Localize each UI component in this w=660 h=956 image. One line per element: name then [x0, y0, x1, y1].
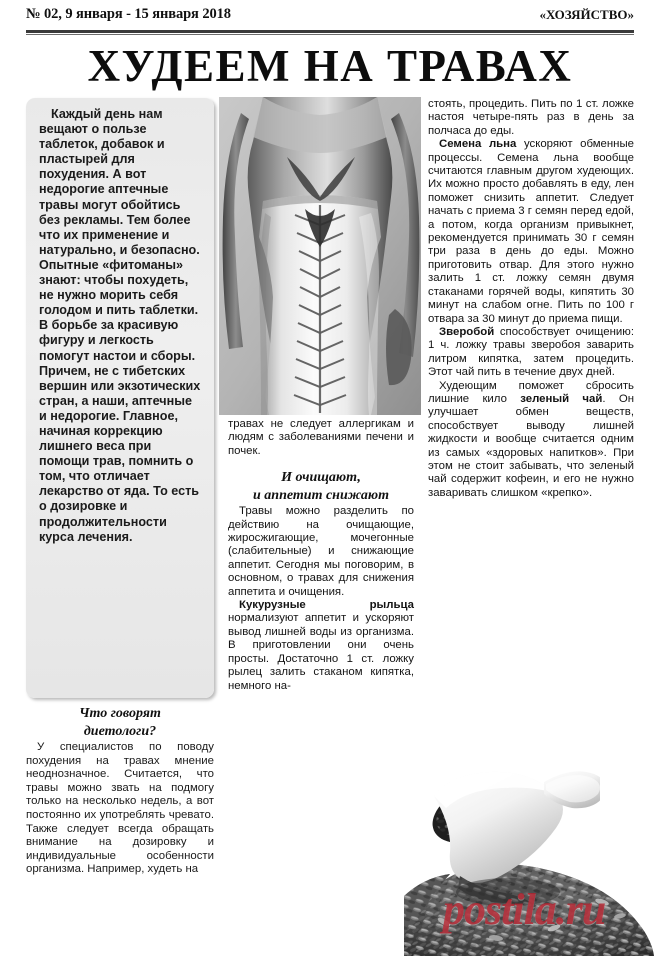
lead-callout-text: Каждый день нам вещают о пользе таблеток, добавок и пластырей для похудения. А вот недорогие аптечные травы могут обойтись без рекламы. Тем более что их применение и натурально, и безопасно. Опытные «фитоманы» знают: чтобы похудеть, не нужно морить себя голодом и пить таблетки. В борьбе за красивую фигуру и легкость помогут настои и сборы. Причем, не с тибетских вершин или экзотических стран, а наши, аптечные и недорогие. Главное, начиная коррекцию лишнего веса при помощи трав, помнить о том, что отличает лекарство от яда. То есть о дозировке и продолжительности курса лечения. [39, 107, 201, 544]
right-paragraph-1: стоять, процедить. Пить по 1 ст. ложке настоя четыре-пять раз в день за полчаса до еды. [428, 98, 634, 137]
right-paragraph-4-lead: зеленый чай [520, 392, 603, 405]
middle-paragraph-1: Травы можно разделить по действию на очищающие, жиросжигающие, мочегонные (слабительные) и снижающие аппетит. Сегодня мы поговорим, в основном, о травах для снижения аппетита и очищения. [228, 505, 414, 598]
middle-subhead-line-2: и аппетит снижают [253, 487, 389, 503]
lead-callout-box [26, 98, 214, 698]
flax-seeds-photo [404, 752, 660, 956]
masthead-rule-thin [26, 34, 634, 35]
issue-date-label: № 02, 9 января - 15 января 2018 [26, 6, 231, 22]
middle-column-text [228, 418, 414, 693]
middle-paragraph-2 [228, 599, 414, 693]
postila-watermark: postila.ru [443, 885, 606, 934]
right-paragraph-2-lead: Семена льна [439, 138, 517, 151]
right-column-text [428, 98, 634, 500]
corset-photo [219, 97, 421, 415]
right-paragraph-4 [428, 380, 634, 501]
left-subhead-line-1: Что говорят [79, 706, 161, 721]
right-paragraph-2 [428, 138, 634, 326]
right-paragraph-2-body: ускоряют обменные процессы. Семена льна вообще считаются главным другом худеющих. Их можно просто добавлять в еду, лен поможет снизить аппетит. Следует начать с приема 3 г семян перед едой, а потом, когда организм привыкнет, рекомендуется принимать 30 г семян три раза в день до еды. Можно приготовить отвар. Для этого нужно залить 1 ст. ложку семян двумя стаканами горячей воды, кипятить 30 минут на слабом огне. Пить по 100 г отвара за 30 минут до приема пищи. [428, 138, 634, 325]
middle-paragraph-2-body: нормализуют аппетит и ускоряют вывод лишней воды из организма. В приготовлении они очень просты. Достаточно 1 ст. ложку рылец залить стаканом кипятка, немного на- [228, 612, 414, 692]
right-paragraph-3-lead: Зверобой [439, 325, 495, 338]
flax-seeds-photo-graphic [404, 752, 660, 956]
right-paragraph-4-pre: Худеющим поможет сбросить лишние кило [428, 379, 634, 405]
middle-paragraph-2-lead: Кукурузные рыльца [239, 599, 414, 612]
middle-continuation-paragraph: травах не следует аллергикам и людям с заболеваниями печени и почек. [228, 418, 414, 457]
right-paragraph-3-body: способствует очищению: 1 ч. ложку травы зверобоя заварить литром кипятка, затем процедить. Этот чай пить в течение двух дней. [428, 325, 634, 379]
masthead-rule-thick [26, 30, 634, 33]
middle-subhead-line-1: И очищают, [281, 470, 361, 486]
right-paragraph-4-body: . Он улучшает обмен веществ, способствует выводу лишней жидкости и вообще считается одним из самых «здоровых напитков». При этом не стоит забывать, что зеленый чай содержит кофеин, и его не нужно заваривать слишком «крепко». [428, 392, 634, 499]
publication-name-label: «ХОЗЯЙСТВО» [539, 7, 634, 22]
left-subhead-line-2: диетологи? [83, 723, 157, 739]
page-title: ХУДЕЕМ НА ТРАВАХ [87, 41, 573, 91]
corset-photo-graphic [219, 97, 421, 415]
left-column-text [26, 706, 214, 877]
right-paragraph-3 [428, 326, 634, 380]
left-column-paragraph: У специалистов по поводу похудения на травах мнение неоднозначное. Считается, что травы можно звать на подмогу только на несколько недель, а вот постоянно их употреблять чревато. Также следует всегда обращать внимание на дозировку и индивидуальные особенности организма. Например, худеть на [26, 741, 214, 876]
